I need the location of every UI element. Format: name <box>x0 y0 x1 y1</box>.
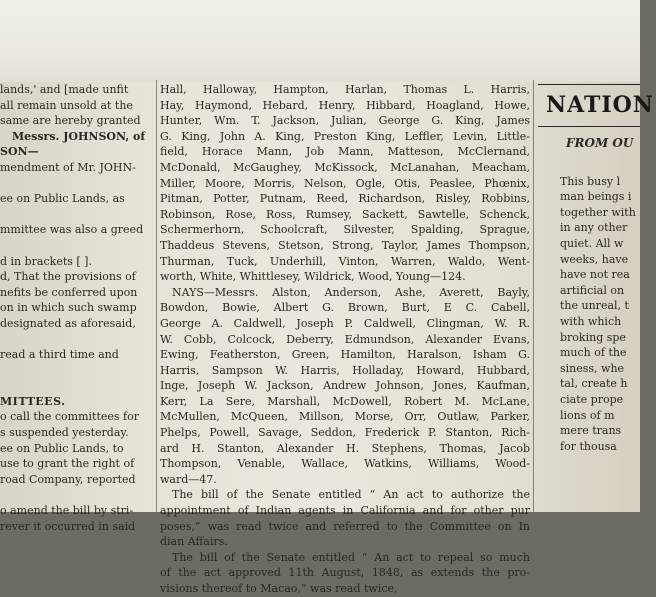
text-line: George A. Caldwell, Joseph P. Caldwell, Clingman, W. R. <box>160 316 530 330</box>
text-line: o call the committees for <box>0 410 139 424</box>
text-line: Ewing, Featherston, Green, Hamilton, Haralson, Isham G. <box>160 348 530 362</box>
text-line: SON— <box>0 145 39 159</box>
text-line: Inge, Joseph W. Jackson, Andrew Johnson, Jones, Kaufman, <box>160 379 530 393</box>
text-line: ee on Public Lands, as <box>0 192 125 206</box>
text-line: appointment of Indian agents in California and for other pur <box>160 504 530 518</box>
text-line: artificial on <box>560 283 625 297</box>
text-line <box>0 207 152 223</box>
text-line: have not rea <box>560 268 630 282</box>
text-line: McDonald, McGaughey, McKissock, McLanahan, Meacham, <box>160 160 530 174</box>
text-line: tal, create h <box>560 377 628 391</box>
text-line: Harris, Sampson W. Harris, Holladay, Howard, Hubbard, <box>160 363 530 377</box>
text-line: This busy l <box>560 174 621 188</box>
text-line: Messrs. JOHNSON, of <box>12 129 146 143</box>
text-line: Hay, Haymond, Hebard, Henry, Hibbard, Hoagland, Howe, <box>160 98 530 112</box>
text-line: NAYS—Messrs. Alston, Anderson, Ashe, Averett, Bayly, <box>172 285 530 299</box>
text-line <box>0 363 152 379</box>
column-center <box>160 82 530 597</box>
text-line: The bill of the Senate entitled “ An act to authorize the <box>172 488 530 502</box>
text-line: weeks, have <box>560 252 629 266</box>
text-line: use to grant the right of <box>0 457 135 471</box>
text-line: on in which such swamp <box>0 301 137 315</box>
text-line: the unreal, t <box>560 299 629 313</box>
text-line: Miller, Moore, Morris, Nelson, Ogle, Otis, Peaslee, Phœnix, <box>160 176 530 190</box>
text-line: Kerr, La Sere, Marshall, McDowell, Robert M. McLane, <box>160 394 530 408</box>
text-line: lions of m <box>560 408 615 422</box>
text-line: lands,' and [made unfit <box>0 83 129 96</box>
text-line: Hall, Halloway, Hampton, Harlan, Thomas L. Harris, <box>160 83 530 96</box>
text-line: mere trans <box>560 424 622 438</box>
text-line: quiet. All w <box>560 236 624 250</box>
column-right <box>540 158 640 454</box>
text-line: mendment of Mr. JOHN- <box>0 160 136 174</box>
text-line: MITTEES. <box>0 394 66 408</box>
text-line: Thaddeus Stevens, Stetson, Strong, Taylor, James Thompson, <box>160 238 530 252</box>
text-line: for thousa <box>560 439 617 453</box>
text-line: poses,” was read twice and referred to the Committee on In <box>160 519 530 533</box>
text-line: same are hereby granted <box>0 114 141 128</box>
text-line: nefits be conferred upon <box>0 285 138 299</box>
text-line <box>540 158 640 174</box>
column-rule-right <box>533 80 534 512</box>
text-line: with which <box>560 314 622 328</box>
text-line <box>0 378 152 394</box>
text-line: visions thereof to Macao,” was read twice, <box>160 582 398 595</box>
text-line: worth, White, Whittlesey, Wildrick, Wood, Young—124. <box>160 270 466 284</box>
text-line: ward—47. <box>160 472 217 486</box>
text-line: together with <box>560 205 636 219</box>
text-line: Thurman, Tuck, Underhill, Vinton, Warren, Waldo, Went- <box>160 254 530 268</box>
masthead-rule-bottom <box>538 126 640 127</box>
text-line: mmittee was also a greed <box>0 223 144 237</box>
text-line: ee on Public Lands, to <box>0 441 124 455</box>
text-line: designated as aforesaid, <box>0 316 136 330</box>
text-line: Schermerhorn, Schoolcraft, Silvester, Spalding, Sprague, <box>160 223 530 237</box>
text-line: Phelps, Powell, Savage, Seddon, Frederick P. Stanton, Rich- <box>160 426 530 440</box>
text-line: d in brackets [ ]. <box>0 254 92 268</box>
text-line: Hunter, Wm. T. Jackson, Julian, George G. King, James <box>160 114 530 128</box>
text-line: ard H. Stanton, Alexander H. Stephens, Thomas, Jacob <box>160 441 530 455</box>
text-line: s suspended yesterday. <box>0 426 129 440</box>
text-line: Thompson, Venable, Wallace, Watkins, Williams, Wood- <box>160 457 530 471</box>
text-line: Pitman, Potter, Putnam, Reed, Richardson, Risley, Robbins, <box>160 192 530 206</box>
masthead-rule-top <box>538 84 640 85</box>
text-line: much of the <box>560 346 627 360</box>
text-line: all remain unsold at the <box>0 98 133 112</box>
text-line <box>0 487 152 503</box>
text-line: road Company, reported <box>0 472 136 486</box>
text-line: o amend the bill by stri- <box>0 504 134 518</box>
text-line: Robinson, Rose, Ross, Rumsey, Sackett, Sawtelle, Schenck, <box>160 207 530 221</box>
page-top-margin <box>0 0 640 82</box>
text-line: Bowdon, Bowie, Albert G. Brown, Burt, E C. Cabell, <box>160 301 530 315</box>
text-line: dian Affairs. <box>160 535 228 549</box>
text-line: siness, whe <box>560 361 625 375</box>
text-line: G. King, John A. King, Preston King, Leffler, Levin, Little- <box>160 129 530 143</box>
column-left <box>0 82 152 534</box>
column-rule-left <box>156 80 157 512</box>
text-line: d, That the provisions of <box>0 270 136 284</box>
text-line: in any other <box>560 221 628 235</box>
text-line <box>0 238 152 254</box>
text-line: broking spe <box>560 330 626 344</box>
text-line: McMullen, McQueen, Millson, Morse, Orr, Outlaw, Parker, <box>160 410 530 424</box>
section-subhead: FROM OU <box>566 136 634 150</box>
text-line: W. Cobb, Colcock, Deberry, Edmundson, Alexander Evans, <box>160 332 530 346</box>
text-line: The bill of the Senate entitled “ An act to repeal so much <box>172 550 530 564</box>
text-line <box>0 332 152 348</box>
text-line <box>0 176 152 192</box>
text-line: rever it occurred in said <box>0 519 136 533</box>
text-line: ciate prope <box>560 392 624 406</box>
masthead-title: NATION <box>546 92 654 118</box>
text-line: field, Horace Mann, Job Mann, Matteson, McClernand, <box>160 145 530 159</box>
text-line: of the act approved 11th August, 1848, as extends the pro- <box>160 566 530 580</box>
text-line: read a third time and <box>0 348 119 362</box>
text-line: man beings i <box>560 190 632 204</box>
